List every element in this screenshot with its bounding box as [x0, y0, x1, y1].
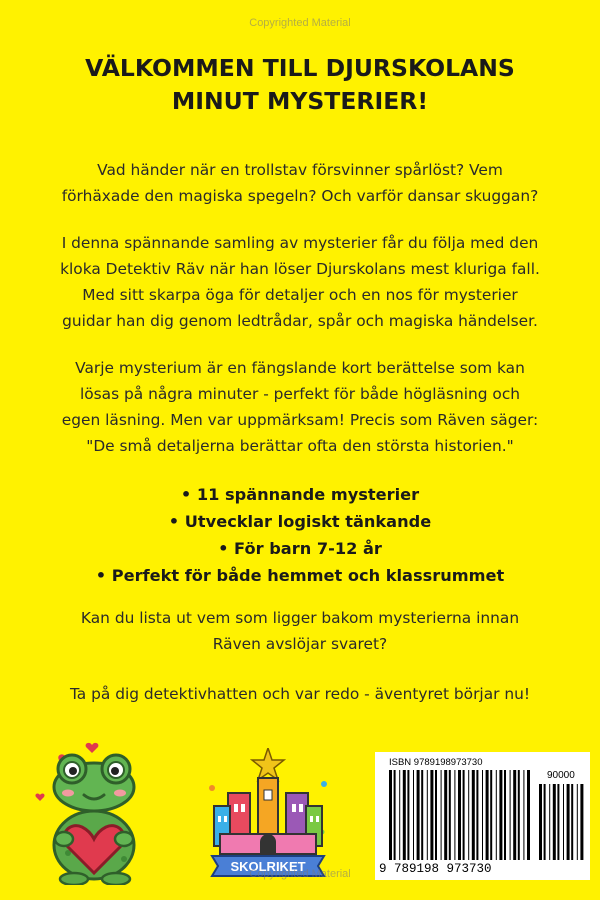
barcode-bar	[407, 770, 409, 860]
logo-text: SKOLRIKET	[230, 859, 306, 874]
skolriket-logo	[198, 748, 338, 888]
barcode-bars	[375, 752, 590, 880]
barcode-bar	[544, 784, 546, 860]
copyright-watermark: Copyrighted Material	[249, 17, 351, 29]
barcode-bar	[472, 770, 475, 860]
barcode-bar	[486, 770, 489, 860]
text-line: Ta på dig detektivhatten och var redo - äventyret börjar nu!	[69, 685, 531, 703]
barcode-bar	[430, 770, 433, 860]
barcode-bar	[389, 770, 392, 860]
barcode-bar	[458, 770, 461, 860]
text-line: egen läsning. Men var uppmärksam! Precis som Räven säger:	[61, 411, 539, 429]
text-line: "De små detaljerna berättar ofta den största historien."	[86, 437, 514, 455]
small-heart-icon	[86, 743, 99, 753]
feature-item: • 11 spännande mysterier	[180, 485, 420, 504]
barcode-bar	[510, 770, 511, 860]
text-line: Kan du lista ut vem som ligger bakom mysterierna innan	[80, 609, 520, 627]
barcode-bar	[499, 770, 502, 860]
barcode-bar	[557, 784, 559, 860]
barcode-bar	[441, 770, 442, 860]
copyright-watermark-bottom: Copyrighted Material	[249, 868, 351, 880]
text-line: guidar han dig genom ledtrådar, spår och magiska händelser.	[62, 312, 538, 330]
barcode-bar	[513, 770, 516, 860]
barcode-bar	[577, 784, 578, 860]
barcode-bar	[463, 770, 465, 860]
feature-item: • Utvecklar logiskt tänkande	[168, 512, 432, 531]
description-paragraph	[36, 230, 564, 334]
barcode-bar	[413, 770, 414, 860]
barcode-bar	[523, 770, 524, 860]
barcode-bar	[580, 784, 583, 860]
feature-item: • För barn 7-12 år	[218, 539, 382, 558]
isbn-label: ISBN 9789198973730	[389, 757, 483, 768]
title-line-2: MINUT MYSTERIER!	[171, 87, 429, 115]
isbn-barcode	[375, 752, 590, 880]
barcode-bar	[563, 784, 564, 860]
text-line: Med sitt skarpa öga för detaljer och en nos för mysterier	[82, 286, 518, 304]
text-line: Varje mysterium är en fängslande kort berättelse som kan	[75, 359, 525, 377]
barcode-bar	[427, 770, 428, 860]
barcode-bar	[417, 770, 420, 860]
barcode-bar	[394, 770, 396, 860]
barcode-bar	[454, 770, 455, 860]
closing-paragraph	[36, 681, 564, 707]
barcode-bar	[468, 770, 469, 860]
mystery-paragraph	[36, 355, 564, 459]
text-line: förhäxade den magiska spegeln? Och varför dansar skuggan?	[61, 187, 539, 205]
text-line: Räven avslöjar svaret?	[212, 635, 388, 653]
back-cover-title	[0, 52, 600, 118]
barcode-bar	[549, 784, 550, 860]
barcode-bar	[421, 770, 423, 860]
barcode-bar	[399, 770, 400, 860]
barcode-bar	[504, 770, 506, 860]
barcode-bar	[539, 784, 542, 860]
feature-item: • Perfekt för både hemmet och klassrummet	[95, 566, 505, 585]
price-code: 90000	[547, 770, 575, 781]
text-line: kloka Detektiv Räv när han löser Djurskolans mest kluriga fall.	[60, 260, 540, 278]
feature-list	[0, 481, 600, 589]
barcode-bar	[527, 770, 530, 860]
barcode-bar	[449, 770, 451, 860]
title-line-1: VÄLKOMMEN TILL DJURSKOLANS	[85, 54, 515, 82]
barcode-bar	[567, 784, 570, 860]
barcode-bar	[571, 784, 573, 860]
barcode-bar	[403, 770, 406, 860]
barcode-bar	[435, 770, 437, 860]
text-line: Vad händer när en trollstav försvinner spårlöst? Vem	[97, 161, 503, 179]
barcode-bar	[490, 770, 492, 860]
small-heart-icon	[35, 794, 44, 801]
text-line: I denna spännande samling av mysterier får du följa med den	[61, 234, 539, 252]
barcode-digits: 9 789198 973730	[379, 862, 492, 876]
intro-paragraph	[36, 157, 564, 209]
barcode-bar	[444, 770, 447, 860]
barcode-bar	[496, 770, 497, 860]
frog-with-heart-illustration	[28, 735, 163, 885]
barcode-bar	[553, 784, 556, 860]
barcode-bar	[518, 770, 520, 860]
barcode-bar	[476, 770, 478, 860]
question-paragraph	[36, 605, 564, 657]
text-line: lösas på några minuter - perfekt för både högläsning och	[79, 385, 521, 403]
barcode-bar	[482, 770, 483, 860]
